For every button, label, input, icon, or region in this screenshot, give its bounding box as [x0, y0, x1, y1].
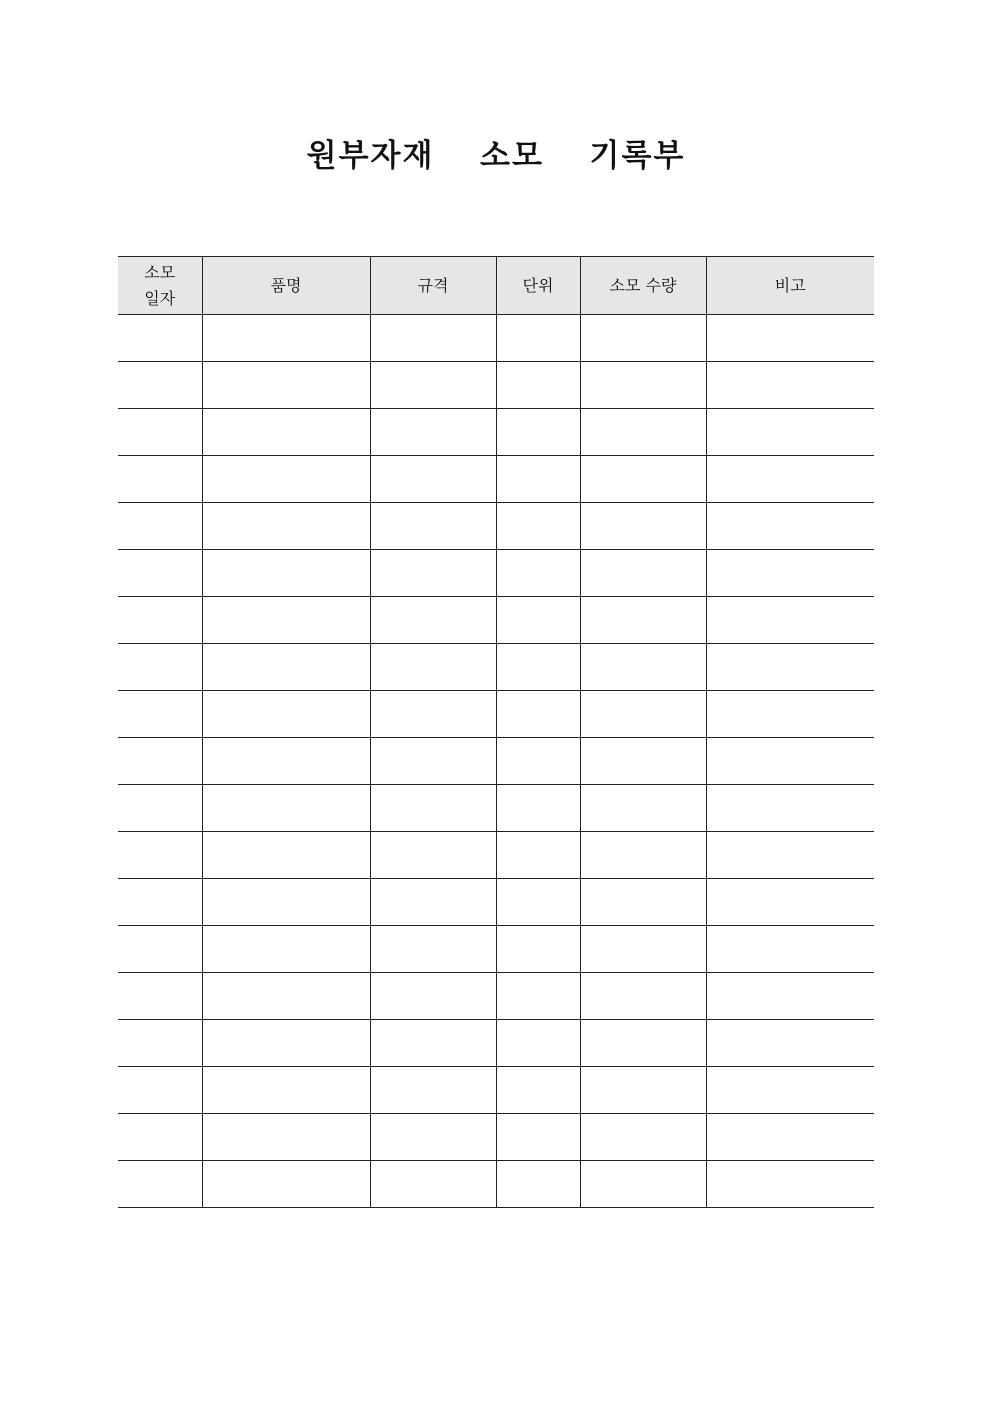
- cell-remarks[interactable]: [706, 1114, 874, 1161]
- table-row: [118, 738, 874, 785]
- table-row: [118, 409, 874, 456]
- cell-remarks[interactable]: [706, 691, 874, 738]
- cell-item-name[interactable]: [202, 832, 370, 879]
- cell-unit[interactable]: [496, 1114, 580, 1161]
- cell-quantity[interactable]: [580, 456, 706, 503]
- cell-unit[interactable]: [496, 409, 580, 456]
- cell-unit[interactable]: [496, 785, 580, 832]
- cell-quantity[interactable]: [580, 1161, 706, 1208]
- cell-date[interactable]: [118, 409, 202, 456]
- column-header-spec: 규격: [370, 257, 496, 315]
- cell-date[interactable]: [118, 738, 202, 785]
- table-row: [118, 456, 874, 503]
- cell-unit[interactable]: [496, 362, 580, 409]
- cell-remarks[interactable]: [706, 1161, 874, 1208]
- cell-spec[interactable]: [370, 1114, 496, 1161]
- table-row: [118, 503, 874, 550]
- cell-quantity[interactable]: [580, 1114, 706, 1161]
- cell-date[interactable]: [118, 926, 202, 973]
- cell-remarks[interactable]: [706, 315, 874, 362]
- cell-item-name[interactable]: [202, 785, 370, 832]
- cell-unit[interactable]: [496, 973, 580, 1020]
- cell-quantity[interactable]: [580, 879, 706, 926]
- table-row: [118, 926, 874, 973]
- cell-date[interactable]: [118, 315, 202, 362]
- document-title: 원부자재 소모 기록부: [306, 138, 686, 174]
- cell-spec[interactable]: [370, 503, 496, 550]
- cell-quantity[interactable]: [580, 1020, 706, 1067]
- table-row: [118, 315, 874, 362]
- cell-spec[interactable]: [370, 738, 496, 785]
- cell-remarks[interactable]: [706, 1020, 874, 1067]
- cell-item-name[interactable]: [202, 1114, 370, 1161]
- cell-unit[interactable]: [496, 1161, 580, 1208]
- cell-item-name[interactable]: [202, 409, 370, 456]
- table-row: [118, 362, 874, 409]
- cell-item-name[interactable]: [202, 503, 370, 550]
- cell-date[interactable]: [118, 691, 202, 738]
- table-row: [118, 691, 874, 738]
- cell-quantity[interactable]: [580, 738, 706, 785]
- cell-item-name[interactable]: [202, 1161, 370, 1208]
- cell-spec[interactable]: [370, 315, 496, 362]
- cell-remarks[interactable]: [706, 832, 874, 879]
- cell-date[interactable]: [118, 1067, 202, 1114]
- cell-remarks[interactable]: [706, 597, 874, 644]
- cell-quantity[interactable]: [580, 832, 706, 879]
- cell-item-name[interactable]: [202, 1067, 370, 1114]
- cell-quantity[interactable]: [580, 1067, 706, 1114]
- cell-spec[interactable]: [370, 1067, 496, 1114]
- cell-date[interactable]: [118, 503, 202, 550]
- table-row: [118, 832, 874, 879]
- table-row: [118, 597, 874, 644]
- cell-remarks[interactable]: [706, 362, 874, 409]
- cell-quantity[interactable]: [580, 785, 706, 832]
- table-row: [118, 879, 874, 926]
- cell-item-name[interactable]: [202, 879, 370, 926]
- cell-item-name[interactable]: [202, 550, 370, 597]
- cell-unit[interactable]: [496, 926, 580, 973]
- cell-spec[interactable]: [370, 1161, 496, 1208]
- cell-item-name[interactable]: [202, 456, 370, 503]
- cell-date[interactable]: [118, 1114, 202, 1161]
- cell-unit[interactable]: [496, 879, 580, 926]
- cell-item-name[interactable]: [202, 315, 370, 362]
- cell-quantity[interactable]: [580, 691, 706, 738]
- cell-spec[interactable]: [370, 409, 496, 456]
- cell-remarks[interactable]: [706, 409, 874, 456]
- table-row: [118, 1161, 874, 1208]
- cell-unit[interactable]: [496, 644, 580, 691]
- cell-date[interactable]: [118, 785, 202, 832]
- cell-date[interactable]: [118, 879, 202, 926]
- cell-spec[interactable]: [370, 1020, 496, 1067]
- table-row: [118, 644, 874, 691]
- cell-item-name[interactable]: [202, 362, 370, 409]
- cell-item-name[interactable]: [202, 1020, 370, 1067]
- cell-unit[interactable]: [496, 1067, 580, 1114]
- column-header-unit: 단위: [496, 257, 580, 315]
- column-header-quantity: 소모 수량: [580, 257, 706, 315]
- column-header-item-name: 품명: [202, 257, 370, 315]
- cell-unit[interactable]: [496, 691, 580, 738]
- cell-date[interactable]: [118, 550, 202, 597]
- column-header-date: 소모 일자: [118, 257, 202, 315]
- header-row: [118, 257, 874, 315]
- cell-date[interactable]: [118, 973, 202, 1020]
- cell-remarks[interactable]: [706, 879, 874, 926]
- table-row: [118, 973, 874, 1020]
- cell-spec[interactable]: [370, 550, 496, 597]
- cell-spec[interactable]: [370, 973, 496, 1020]
- cell-date[interactable]: [118, 644, 202, 691]
- cell-spec[interactable]: [370, 644, 496, 691]
- cell-remarks[interactable]: [706, 1067, 874, 1114]
- cell-unit[interactable]: [496, 1020, 580, 1067]
- cell-spec[interactable]: [370, 456, 496, 503]
- cell-quantity[interactable]: [580, 409, 706, 456]
- column-header-remarks: 비고: [706, 257, 874, 315]
- cell-quantity[interactable]: [580, 315, 706, 362]
- cell-quantity[interactable]: [580, 597, 706, 644]
- table-row: [118, 1020, 874, 1067]
- cell-quantity[interactable]: [580, 973, 706, 1020]
- cell-spec[interactable]: [370, 691, 496, 738]
- table-row: [118, 785, 874, 832]
- cell-quantity[interactable]: [580, 926, 706, 973]
- cell-date[interactable]: [118, 832, 202, 879]
- cell-unit[interactable]: [496, 832, 580, 879]
- cell-item-name[interactable]: [202, 644, 370, 691]
- cell-spec[interactable]: [370, 926, 496, 973]
- cell-date[interactable]: [118, 1020, 202, 1067]
- cell-date[interactable]: [118, 362, 202, 409]
- cell-date[interactable]: [118, 456, 202, 503]
- cell-spec[interactable]: [370, 597, 496, 644]
- cell-unit[interactable]: [496, 315, 580, 362]
- consumption-ledger-table: [118, 256, 874, 1208]
- cell-item-name[interactable]: [202, 973, 370, 1020]
- cell-item-name[interactable]: [202, 926, 370, 973]
- cell-spec[interactable]: [370, 879, 496, 926]
- cell-unit[interactable]: [496, 456, 580, 503]
- cell-unit[interactable]: [496, 550, 580, 597]
- table-row: [118, 550, 874, 597]
- cell-unit[interactable]: [496, 503, 580, 550]
- cell-quantity[interactable]: [580, 644, 706, 691]
- cell-unit[interactable]: [496, 597, 580, 644]
- cell-spec[interactable]: [370, 785, 496, 832]
- cell-remarks[interactable]: [706, 973, 874, 1020]
- cell-remarks[interactable]: [706, 785, 874, 832]
- cell-date[interactable]: [118, 597, 202, 644]
- cell-remarks[interactable]: [706, 644, 874, 691]
- cell-remarks[interactable]: [706, 503, 874, 550]
- ledger-body: [118, 315, 874, 1208]
- cell-spec[interactable]: [370, 362, 496, 409]
- cell-item-name[interactable]: [202, 597, 370, 644]
- cell-quantity[interactable]: [580, 503, 706, 550]
- table-row: [118, 1114, 874, 1161]
- cell-remarks[interactable]: [706, 550, 874, 597]
- cell-quantity[interactable]: [580, 550, 706, 597]
- cell-remarks[interactable]: [706, 738, 874, 785]
- cell-item-name[interactable]: [202, 738, 370, 785]
- table-row: [118, 1067, 874, 1114]
- cell-remarks[interactable]: [706, 926, 874, 973]
- cell-spec[interactable]: [370, 832, 496, 879]
- cell-unit[interactable]: [496, 738, 580, 785]
- cell-remarks[interactable]: [706, 456, 874, 503]
- cell-item-name[interactable]: [202, 691, 370, 738]
- cell-date[interactable]: [118, 1161, 202, 1208]
- cell-quantity[interactable]: [580, 362, 706, 409]
